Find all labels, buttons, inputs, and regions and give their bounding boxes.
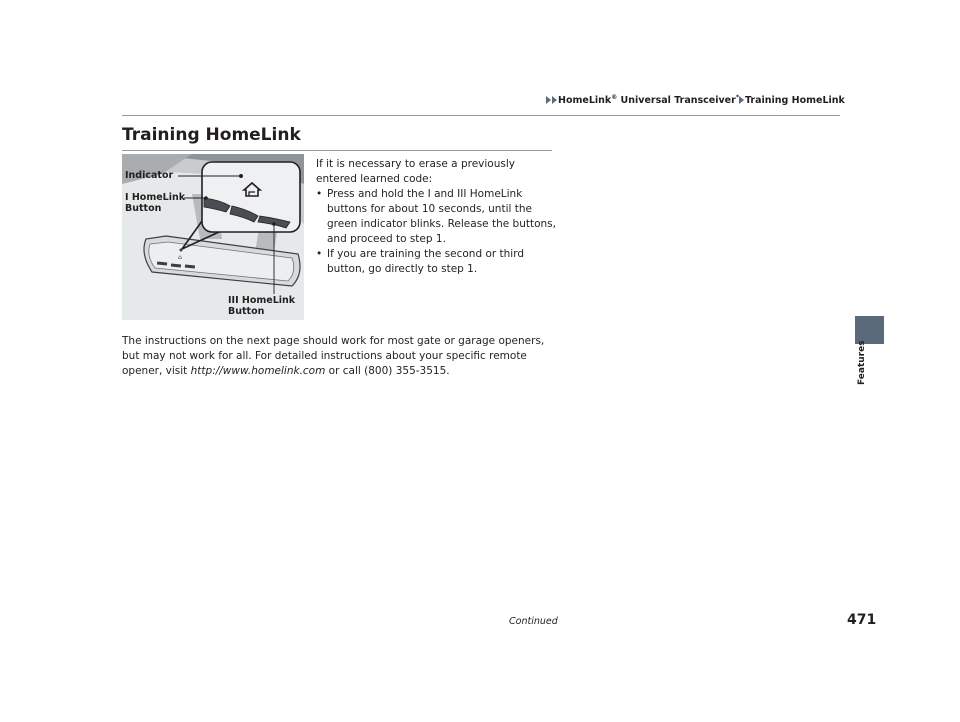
button3-label-line1: III HomeLink <box>228 295 296 306</box>
breadcrumb-homelink: HomeLink <box>558 95 612 107</box>
breadcrumb-transceiver: Universal Transceiver <box>617 95 736 107</box>
para-text-2: or call (800) 355-3515. <box>325 365 450 377</box>
bullet-item: • If you are training the second or third button, go directly to step 1. <box>316 247 556 277</box>
bullet-list <box>316 187 556 277</box>
section-title: Training HomeLink <box>122 125 301 145</box>
indicator-label: Indicator <box>125 170 174 181</box>
header-rule <box>122 115 840 116</box>
page-number: 471 <box>847 612 877 628</box>
continued-label: Continued <box>509 616 558 627</box>
homelink-figure <box>122 154 304 320</box>
title-rule <box>122 150 552 151</box>
button1-label <box>125 192 185 214</box>
homelink-url: http://www.homelink.com <box>190 365 326 377</box>
button3-label <box>228 295 295 317</box>
features-tab-label: Features <box>857 340 867 385</box>
breadcrumb-arrow-icon <box>552 96 557 104</box>
instructions-paragraph <box>122 334 562 379</box>
breadcrumb-current: Training HomeLink <box>744 95 845 107</box>
intro-text: If it is necessary to erase a previously entered learned code: <box>316 158 515 185</box>
breadcrumb-arrow-icon <box>546 96 551 104</box>
breadcrumb-arrow-icon <box>739 96 744 104</box>
para-text-1: The instructions on the next page should work for most gate or garage openers, but may not work for all. For detailed instructions about your specific remote opener, visit <box>122 335 545 377</box>
button1-label-line2: Button <box>125 203 162 214</box>
breadcrumb <box>546 94 845 107</box>
bullet-item: • Press and hold the I and III HomeLink buttons for about 10 seconds, until the green indicator blinks. Release the buttons, and proceed to step 1. <box>316 187 556 247</box>
registered-mark: ® <box>611 94 618 101</box>
svg-text:⌂: ⌂ <box>178 254 182 261</box>
footnote-star: * <box>735 94 739 101</box>
button3-label-line2: Button <box>228 306 265 317</box>
button1-label-line1: I HomeLink <box>125 192 186 203</box>
